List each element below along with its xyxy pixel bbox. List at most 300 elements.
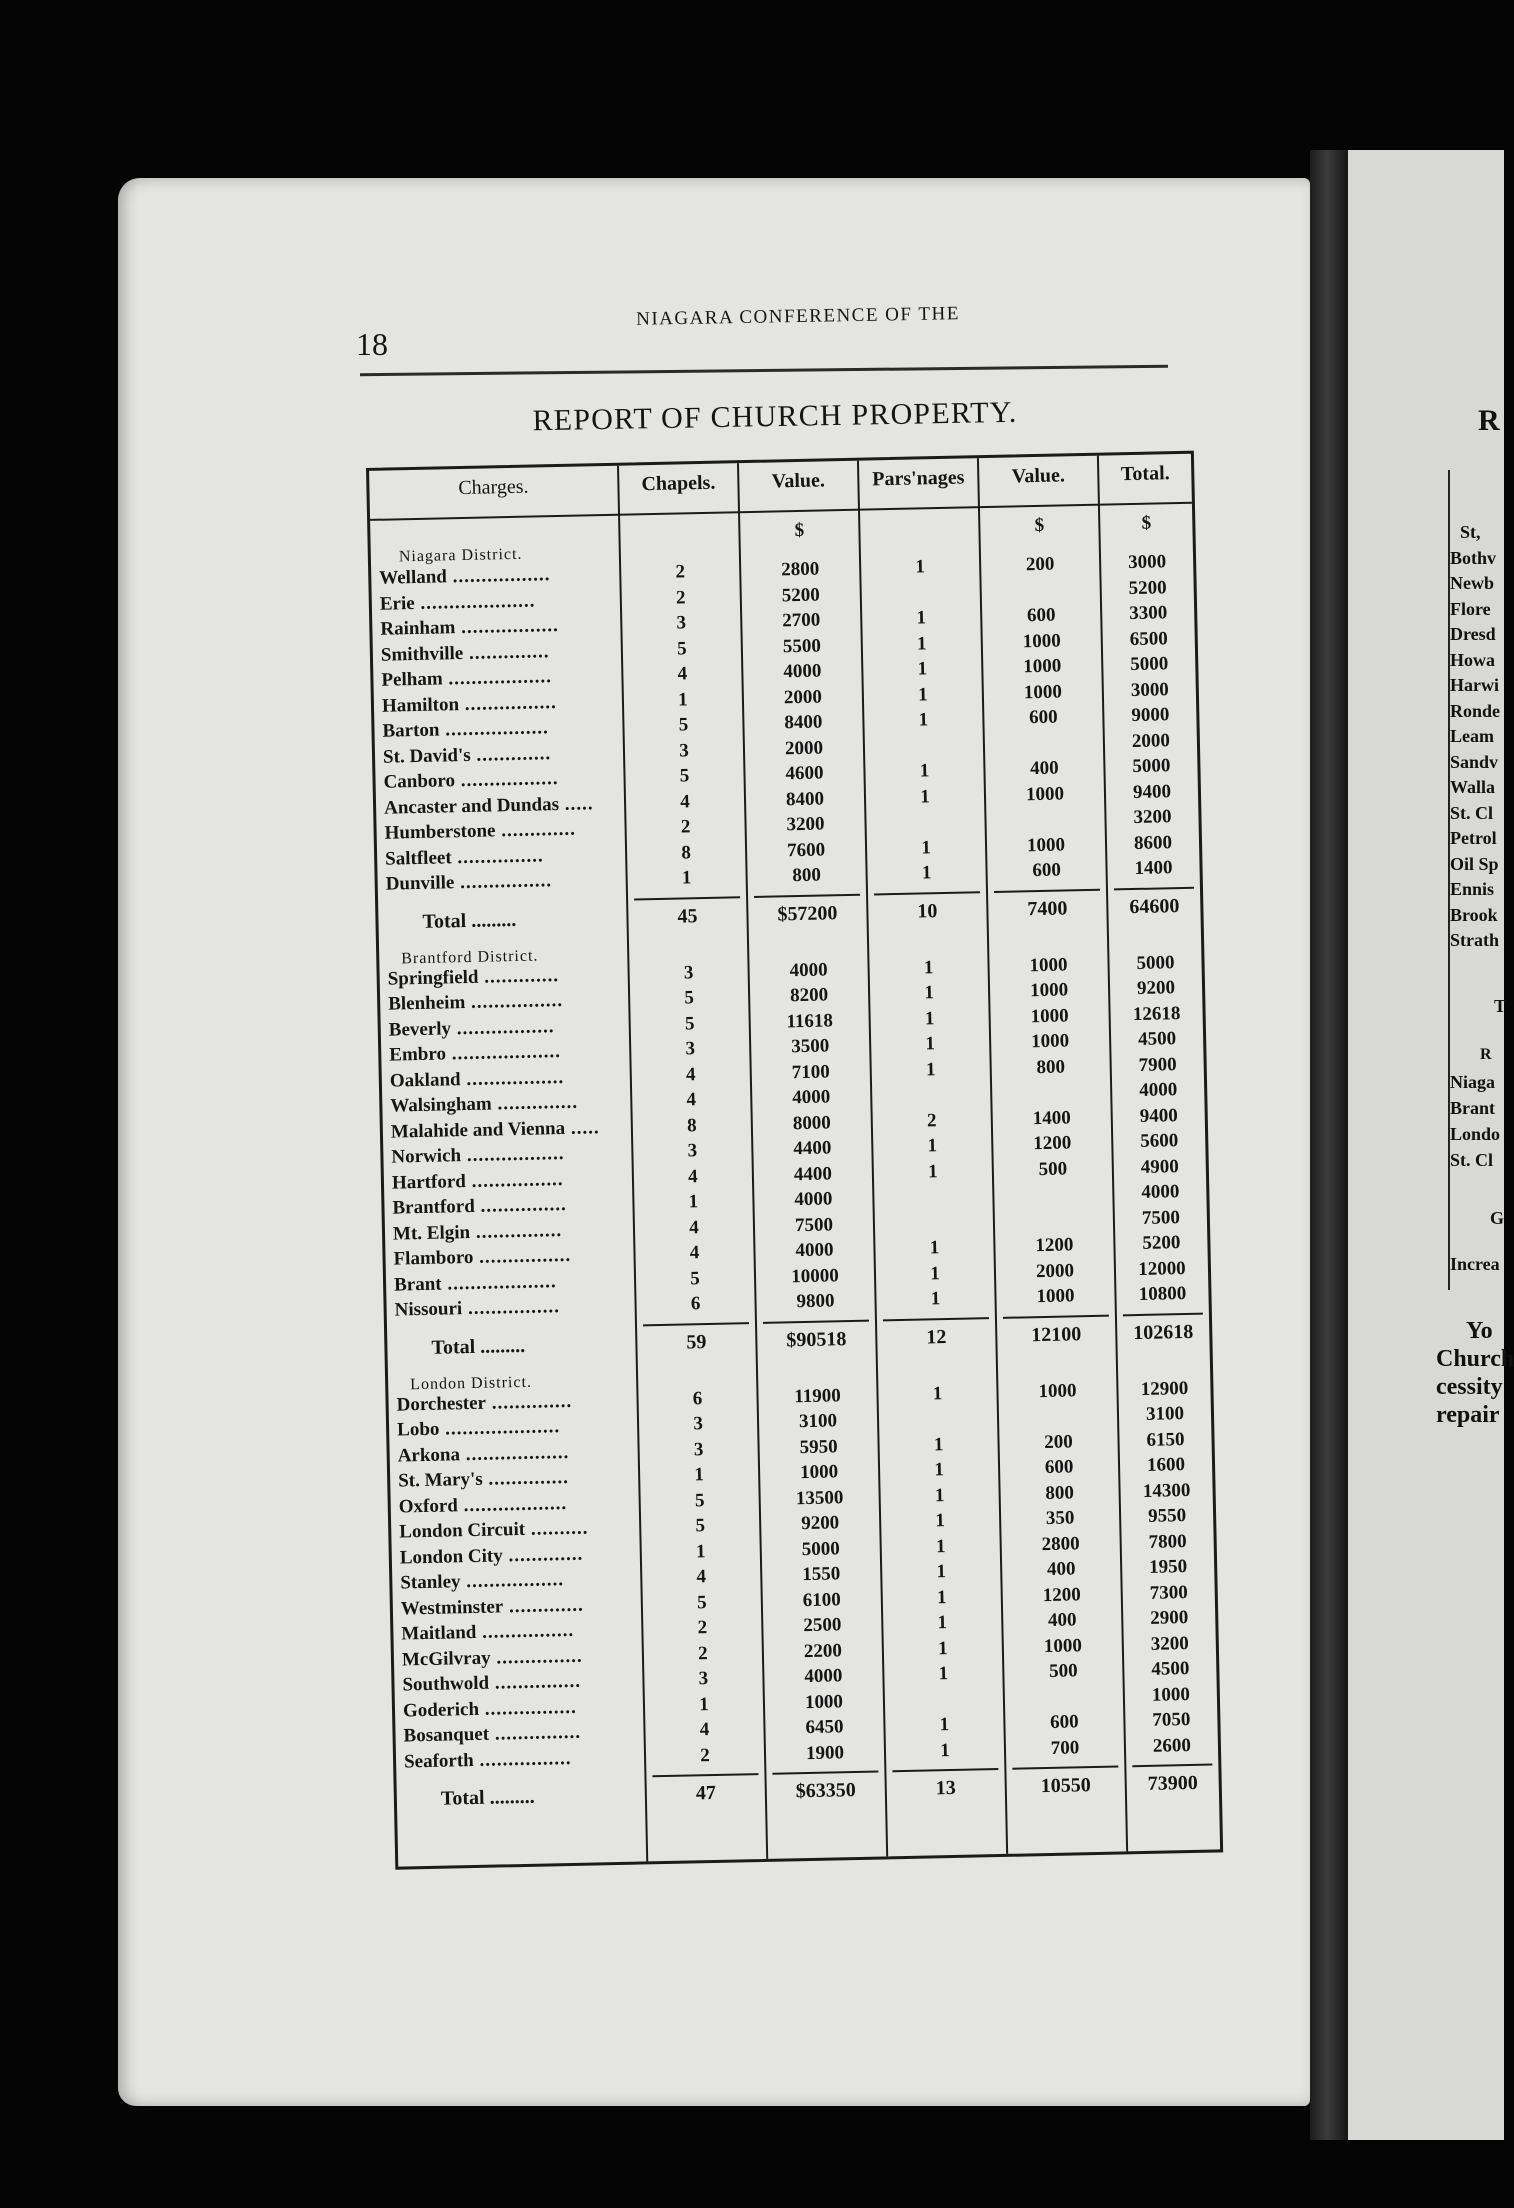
right-list-item: Leam — [1450, 726, 1494, 746]
book-gutter — [1310, 150, 1348, 2140]
cell-total: 5000 — [1130, 653, 1169, 676]
cell-total: 9550 — [1147, 1505, 1187, 1527]
cell-parsonages: 1 — [925, 1033, 936, 1055]
sum-rule — [643, 1322, 749, 1326]
total-label: Total ......... — [431, 1334, 526, 1359]
cell-value: 4000 — [794, 1188, 833, 1211]
cell-total: 6150 — [1146, 1428, 1185, 1451]
dollar-sign: $ — [1034, 514, 1045, 537]
charge-label: Mt. Elgin — [392, 1221, 471, 1245]
cell-chapels: 3 — [676, 612, 687, 634]
right-fragment-r: R — [1480, 1046, 1492, 1063]
cell-parsonages: 1 — [930, 1262, 940, 1284]
cell-parsonages: 1 — [921, 836, 932, 858]
charge-label: McGilvray — [401, 1647, 491, 1671]
charge-label: Canboro — [383, 770, 456, 793]
leader-dots: .............. — [463, 640, 550, 664]
right-list2-item: St. Cl — [1450, 1150, 1494, 1170]
cell-chapels: 1 — [681, 867, 692, 889]
cell-pvalue: 700 — [1050, 1736, 1080, 1759]
right-list-item: Oil Sp — [1450, 853, 1499, 874]
cell-parsonages: 1 — [930, 1288, 941, 1310]
cell-value: 1000 — [804, 1690, 844, 1713]
cell-total: 3000 — [1130, 678, 1170, 701]
leader-dots: ................ — [465, 1168, 564, 1192]
cell-pvalue: 1000 — [1029, 953, 1068, 976]
cell-total: 7500 — [1141, 1206, 1181, 1229]
cell-value: 8200 — [789, 984, 829, 1007]
charge-label: Smithville — [380, 642, 464, 666]
cell-chapels: 4 — [686, 1089, 697, 1111]
total-label: Total ......... — [440, 1785, 535, 1810]
cell-total: 1400 — [1134, 857, 1173, 879]
cell-value: 5200 — [781, 584, 820, 606]
district-total-row — [378, 894, 1200, 937]
charge-label: St. Mary's — [398, 1468, 483, 1492]
right-paragraph-line: repair — [1436, 1402, 1500, 1428]
cell-total: 1600 — [1146, 1454, 1186, 1476]
right-list-item: Petrol — [1450, 828, 1497, 848]
leader-dots: ................ — [473, 1244, 572, 1268]
charge-label: Barton — [382, 719, 440, 742]
total-chapels: 59 — [686, 1330, 707, 1353]
cell-value: 8400 — [784, 711, 823, 734]
cell-chapels: 4 — [680, 790, 691, 812]
cell-total: 7300 — [1149, 1581, 1188, 1604]
cell-value: 2500 — [803, 1614, 842, 1637]
charge-name — [401, 1619, 639, 1646]
charge-name — [398, 1466, 636, 1493]
cell-total: 3000 — [1127, 551, 1167, 574]
cell-parsonages: 1 — [932, 1382, 943, 1404]
charge-name — [381, 665, 619, 692]
charge-label: Maitland — [401, 1621, 477, 1645]
charge-label: Goderich — [402, 1698, 480, 1721]
cell-total: 1950 — [1148, 1556, 1188, 1578]
cell-chapels: 3 — [685, 1038, 696, 1060]
cell-chapels: 1 — [688, 1191, 699, 1213]
charge-label: Norwich — [391, 1145, 462, 1168]
cell-chapels: 5 — [695, 1515, 706, 1537]
right-title-fragment: R — [1478, 404, 1500, 437]
charge-label: Brant — [393, 1273, 442, 1296]
cell-value: 5500 — [782, 635, 822, 657]
cell-value: 8400 — [785, 787, 825, 810]
sum-rule — [772, 1771, 878, 1775]
cell-chapels: 5 — [684, 1012, 695, 1034]
leader-dots: ............... — [488, 1670, 582, 1694]
header-value: Value. — [771, 469, 826, 493]
right-fragment-g: G — [1490, 1208, 1505, 1228]
cell-total: 12000 — [1137, 1257, 1186, 1280]
running-head: NIAGARA CONFERENCE OF THE — [635, 303, 961, 330]
charge-name — [379, 563, 617, 590]
right-list-item: Flore — [1450, 598, 1491, 619]
cell-chapels: 5 — [696, 1591, 707, 1613]
charge-label: Saltfleet — [384, 846, 452, 870]
cell-value: 2000 — [783, 686, 823, 708]
cell-total: 3300 — [1128, 602, 1168, 625]
dollar-sign: $ — [794, 519, 805, 542]
cell-pvalue: 1000 — [1036, 1285, 1075, 1308]
charge-name — [388, 989, 626, 1016]
right-list-item: Walla — [1450, 777, 1496, 797]
charge-label: Humberstone — [384, 820, 496, 844]
right-list-item: Sandv — [1450, 751, 1499, 772]
header-charges: Charges. — [458, 475, 529, 500]
charge-label: Hamilton — [381, 693, 460, 717]
cell-chapels: 3 — [687, 1140, 698, 1162]
charge-label: Stanley — [400, 1571, 461, 1594]
charge-name — [403, 1695, 641, 1722]
cell-value: 7600 — [786, 838, 826, 861]
cell-value: 2800 — [781, 558, 820, 581]
district-total-row — [397, 1771, 1219, 1814]
cell-parsonages: 1 — [924, 1007, 935, 1029]
cell-pvalue: 400 — [1047, 1609, 1077, 1631]
cell-pvalue: 1000 — [1023, 655, 1062, 678]
cell-value: 9800 — [796, 1290, 835, 1313]
cell-pvalue: 350 — [1045, 1507, 1075, 1529]
cell-parsonages: 2 — [926, 1109, 937, 1131]
cell-value: 4400 — [793, 1162, 833, 1185]
leader-dots: ............. — [478, 964, 560, 988]
charge-label: London City — [399, 1544, 503, 1569]
charge-name — [391, 1142, 629, 1169]
cell-total: 5000 — [1132, 755, 1171, 778]
cell-pvalue: 1000 — [1029, 979, 1069, 1002]
district-name: London District. — [410, 1373, 533, 1394]
cell-chapels: 3 — [698, 1668, 709, 1690]
cell-total: 5000 — [1136, 951, 1175, 974]
charge-name — [383, 741, 621, 768]
cell-parsonages: 1 — [935, 1535, 946, 1557]
cell-total: 3100 — [1145, 1403, 1185, 1425]
cell-total: 10800 — [1138, 1283, 1187, 1305]
leader-dots: ................ — [465, 989, 564, 1014]
cell-total: 2900 — [1150, 1607, 1189, 1629]
cell-value: 2200 — [803, 1639, 843, 1662]
sum-rule — [1123, 1312, 1203, 1316]
cell-chapels: 2 — [700, 1744, 710, 1766]
cell-parsonages: 1 — [934, 1459, 945, 1481]
dollar-sign: $ — [1141, 512, 1152, 534]
cell-pvalue: 1000 — [1022, 629, 1061, 652]
cell-value: 1550 — [802, 1563, 841, 1586]
cell-pvalue: 1000 — [1025, 782, 1065, 805]
right-list-item: Newb — [1450, 573, 1494, 593]
cell-chapels: 1 — [695, 1540, 706, 1562]
cell-parsonages: 1 — [923, 956, 934, 978]
cell-pvalue: 1000 — [1030, 1004, 1069, 1027]
charge-name — [381, 639, 619, 666]
leader-dots: ............. — [470, 742, 552, 766]
cell-chapels: 5 — [690, 1267, 701, 1289]
cell-value: 7500 — [794, 1213, 834, 1236]
cell-pvalue: 800 — [1036, 1055, 1066, 1078]
cell-value: 6450 — [805, 1716, 844, 1739]
leader-dots: .................. — [459, 1441, 570, 1465]
right-list-item: Harwi — [1450, 675, 1499, 695]
leader-dots: ................. — [460, 1142, 565, 1167]
charge-label: Nissouri — [394, 1298, 463, 1321]
leader-dots: ............... — [488, 1721, 582, 1745]
cell-pvalue: 1000 — [1043, 1634, 1083, 1657]
cell-value: 4000 — [804, 1665, 843, 1688]
cell-chapels: 6 — [692, 1387, 703, 1409]
charge-label: Hartford — [391, 1170, 467, 1194]
leader-dots: ............... — [490, 1645, 583, 1669]
charge-label: Brantford — [392, 1195, 476, 1219]
right-list-item: St, — [1460, 522, 1481, 542]
right-list-item: Brook — [1450, 904, 1498, 925]
charge-label: Dunville — [385, 872, 455, 895]
leader-dots: ............... — [469, 1219, 563, 1243]
cell-parsonages: 1 — [916, 607, 927, 629]
cell-chapels: 6 — [690, 1293, 701, 1315]
leader-dots: .............. — [485, 1390, 573, 1414]
cell-pvalue: 400 — [1029, 757, 1059, 780]
cell-parsonages: 1 — [917, 658, 928, 680]
cell-pvalue: 1000 — [1023, 680, 1063, 703]
right-paragraph-line: cessity — [1436, 1374, 1503, 1400]
cell-chapels: 5 — [679, 765, 690, 787]
leader-dots: ................ — [454, 870, 553, 894]
cell-pvalue: 600 — [1028, 706, 1058, 729]
leader-dots: .................... — [414, 589, 536, 614]
cell-value: 4600 — [785, 762, 824, 785]
leader-dots: .................. — [457, 1492, 568, 1516]
charge-name — [396, 1389, 634, 1416]
cell-total: 4500 — [1137, 1028, 1177, 1050]
cell-value: 5000 — [801, 1537, 840, 1560]
cell-value: 1900 — [805, 1741, 845, 1764]
cell-chapels: 5 — [676, 637, 687, 660]
total-parsonages: 12 — [926, 1325, 947, 1348]
leader-dots: ................. — [455, 614, 560, 639]
header-chapels: Chapels. — [641, 471, 716, 496]
cell-chapels: 1 — [694, 1464, 705, 1486]
church-property-table — [366, 451, 1223, 1870]
cell-total: 9200 — [1136, 977, 1176, 999]
cell-total: 9400 — [1132, 780, 1172, 803]
charge-name — [400, 1542, 638, 1569]
cell-value: 1000 — [799, 1461, 839, 1484]
charge-name — [393, 1218, 631, 1245]
charge-label: Welland — [379, 566, 448, 589]
cell-value: 5950 — [799, 1435, 838, 1458]
total-chapels: 47 — [695, 1781, 717, 1805]
cell-total: 2000 — [1131, 729, 1171, 752]
leader-dots: ..... — [564, 1116, 600, 1139]
cell-chapels: 3 — [679, 739, 689, 761]
right-list-item: Bothv — [1450, 547, 1497, 568]
charge-name — [384, 818, 622, 845]
cell-parsonages: 1 — [936, 1561, 947, 1583]
cell-parsonages: 1 — [935, 1510, 946, 1532]
cell-pvalue: 1000 — [1026, 833, 1066, 856]
cell-parsonages: 1 — [937, 1612, 948, 1634]
charge-name — [392, 1193, 630, 1220]
total-value: $57200 — [777, 901, 838, 925]
cell-total: 2600 — [1152, 1734, 1192, 1757]
charge-name — [386, 869, 624, 896]
right-fragment-t: T — [1494, 996, 1507, 1016]
cell-parsonages: 1 — [918, 709, 929, 731]
leader-dots: ................ — [476, 1619, 575, 1643]
charge-name — [397, 1440, 635, 1467]
cell-chapels: 4 — [699, 1719, 710, 1741]
district-total-row — [387, 1320, 1209, 1363]
cell-chapels: 2 — [675, 586, 686, 609]
cell-chapels: 2 — [697, 1617, 708, 1639]
cell-value: 3200 — [786, 813, 825, 836]
cell-value: 4000 — [795, 1239, 834, 1262]
total-total: 73900 — [1147, 1771, 1198, 1795]
district-name: Brantford District. — [401, 947, 539, 968]
cell-value: 800 — [792, 864, 822, 887]
right-list-item: Dresd — [1450, 624, 1496, 644]
cell-pvalue: 1200 — [1042, 1583, 1081, 1606]
cell-parsonages: 1 — [938, 1663, 949, 1685]
charge-name — [393, 1244, 631, 1271]
cell-value: 4000 — [792, 1086, 831, 1109]
cell-value: 8000 — [792, 1111, 832, 1134]
charge-name — [380, 614, 618, 641]
cell-value: 4000 — [783, 660, 822, 683]
cell-parsonages: 1 — [925, 1058, 936, 1080]
leader-dots: .............. — [491, 1091, 579, 1115]
cell-parsonages: 1 — [916, 632, 927, 654]
charge-name — [385, 843, 623, 870]
cell-value: 13500 — [795, 1486, 844, 1509]
cell-value: 2700 — [782, 609, 821, 632]
charge-name — [380, 588, 618, 615]
cell-pvalue: 500 — [1048, 1660, 1078, 1682]
cell-parsonages: 1 — [927, 1160, 938, 1182]
charge-label: Rainham — [380, 617, 456, 640]
sum-rule — [754, 893, 860, 897]
charge-name — [401, 1593, 639, 1620]
cell-pvalue: 2000 — [1035, 1259, 1075, 1282]
sum-rule — [874, 891, 980, 895]
cell-total: 7800 — [1148, 1530, 1187, 1553]
charge-name — [402, 1670, 640, 1697]
charge-label: Beverly — [388, 1017, 452, 1041]
leader-dots: ............. — [502, 1543, 584, 1566]
cell-value: 10000 — [791, 1264, 839, 1287]
cell-chapels: 1 — [677, 688, 688, 711]
cell-total: 5600 — [1140, 1130, 1179, 1152]
cell-total: 7050 — [1152, 1709, 1191, 1731]
sum-rule — [634, 896, 740, 900]
charge-name — [392, 1167, 630, 1194]
charge-name — [391, 1116, 629, 1143]
sum-rule — [763, 1319, 869, 1323]
leader-dots: ................ — [473, 1747, 572, 1771]
leader-dots: ................ — [461, 1296, 561, 1320]
charge-name — [389, 1014, 627, 1041]
charge-label: Lobo — [396, 1418, 440, 1441]
cell-chapels: 4 — [687, 1165, 698, 1187]
sum-rule — [1012, 1766, 1118, 1770]
leader-dots: ................. — [454, 768, 559, 792]
right-list-item: St. Cl — [1450, 802, 1494, 823]
cell-total: 7900 — [1138, 1053, 1177, 1076]
cell-total: 9400 — [1139, 1104, 1178, 1127]
cell-parsonages: 1 — [917, 683, 928, 705]
cell-pvalue: 1200 — [1035, 1234, 1074, 1257]
cell-total: 1000 — [1151, 1683, 1191, 1706]
charge-label: Pelham — [381, 668, 443, 691]
cell-chapels: 4 — [685, 1063, 696, 1085]
leader-dots: ................... — [441, 1270, 557, 1295]
cell-total: 14300 — [1142, 1479, 1191, 1502]
charge-label: Seaforth — [403, 1749, 474, 1772]
cell-chapels: 4 — [689, 1216, 699, 1238]
cell-parsonages: 1 — [927, 1135, 938, 1157]
cell-value: 4400 — [793, 1137, 832, 1160]
charge-name — [394, 1295, 632, 1322]
total-pvalue: 10550 — [1040, 1774, 1091, 1798]
total-value: $90518 — [786, 1327, 847, 1351]
cell-total: 12900 — [1140, 1377, 1189, 1400]
cell-pvalue: 1200 — [1033, 1132, 1072, 1155]
header-total: Total. — [1120, 462, 1170, 486]
charge-name — [400, 1568, 638, 1595]
charge-name — [397, 1415, 635, 1442]
cell-total: 3200 — [1150, 1632, 1190, 1655]
charge-name — [399, 1491, 637, 1518]
cell-chapels: 3 — [693, 1413, 704, 1435]
cell-chapels: 4 — [689, 1242, 700, 1264]
cell-chapels: 3 — [683, 961, 694, 983]
cell-value: 11618 — [786, 1009, 834, 1032]
cell-total: 4000 — [1141, 1181, 1180, 1203]
cell-pvalue: 600 — [1044, 1456, 1074, 1479]
right-list-item: Howa — [1450, 649, 1495, 670]
cell-value: 3500 — [790, 1035, 830, 1058]
cell-pvalue: 500 — [1038, 1157, 1068, 1180]
cell-parsonages: 1 — [934, 1484, 945, 1506]
cell-value: 4000 — [789, 958, 828, 981]
cell-chapels: 1 — [698, 1693, 709, 1715]
total-total: 102618 — [1133, 1320, 1194, 1344]
cell-pvalue: 200 — [1044, 1430, 1074, 1453]
cell-chapels: 4 — [696, 1566, 707, 1588]
charge-label: Southwold — [402, 1672, 490, 1696]
leader-dots: ................ — [458, 691, 557, 715]
charge-name — [389, 1040, 627, 1067]
right-list2-item: Brant — [1450, 1098, 1495, 1118]
cell-pvalue: 1000 — [1038, 1379, 1077, 1402]
leader-dots: ............... — [451, 844, 544, 868]
cell-parsonages: 1 — [920, 785, 930, 807]
cell-total: 6500 — [1129, 627, 1168, 650]
cell-value: 6100 — [802, 1588, 842, 1611]
total-pvalue: 12100 — [1031, 1322, 1082, 1346]
leader-dots: ..... — [558, 792, 594, 815]
leader-dots: .......... — [524, 1517, 589, 1540]
charge-name — [382, 716, 620, 743]
cell-total: 4900 — [1140, 1155, 1180, 1178]
charge-label: Erie — [379, 592, 415, 615]
total-value: $63350 — [795, 1779, 857, 1803]
leader-dots: ................ — [478, 1696, 577, 1720]
cell-value: 9200 — [800, 1512, 840, 1535]
charge-name — [402, 1644, 640, 1671]
charge-name — [394, 1269, 632, 1296]
